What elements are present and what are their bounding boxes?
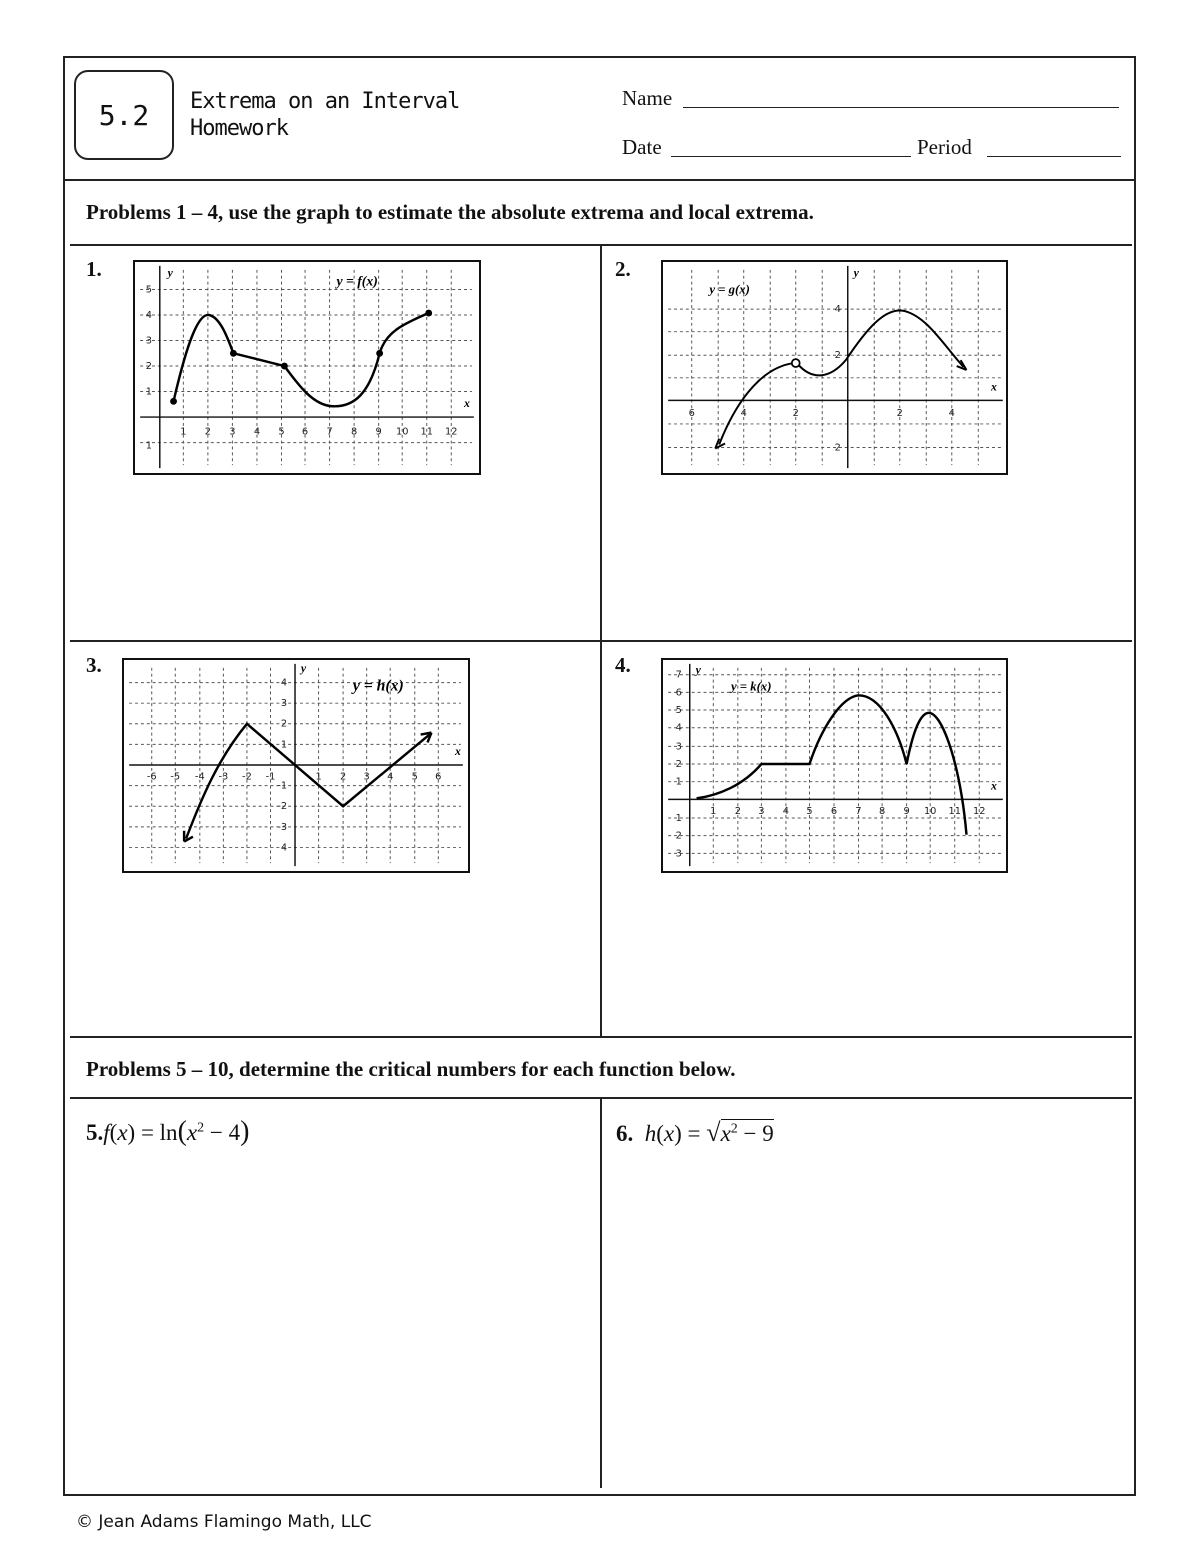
part2-center-divider <box>600 1097 602 1488</box>
graph-4-xtick: 4 <box>782 806 790 818</box>
graph-1-xtick: 10 <box>395 426 409 438</box>
problem-1-graph <box>133 260 481 475</box>
header-divider <box>65 179 1136 181</box>
graph-1-ytick: 4 <box>145 309 152 321</box>
graph-3-xtick: -6 <box>146 771 157 783</box>
graph-4-xtick: 2 <box>734 806 741 818</box>
graph-2-xtick: 4 <box>948 408 955 420</box>
lesson-title <box>190 88 459 142</box>
part1-middle-divider <box>70 640 1132 642</box>
graph-1-ytick: 1 <box>145 386 152 398</box>
graph-2-y-axis-label: y <box>853 266 859 280</box>
section-number-box <box>74 70 174 160</box>
graph-1-xtick: 6 <box>301 426 309 438</box>
problem-5-exponent: 2 <box>197 1120 205 1136</box>
graph-4-x-axis-label: x <box>991 779 997 793</box>
graph-3-xtick: 6 <box>435 771 442 783</box>
graph-4-xtick: 8 <box>878 806 886 818</box>
problem-4-graph <box>661 658 1008 873</box>
period-label: Period <box>917 135 972 159</box>
graph-2-x-axis-label: x <box>991 380 997 394</box>
graph-1-xtick: 2 <box>204 426 211 438</box>
graph-3-svg <box>124 660 468 871</box>
problem-1-number: 1. <box>86 257 102 281</box>
problem-6-number: 6. <box>616 1121 634 1146</box>
graph-4-ytick: 3 <box>675 741 682 753</box>
graph-3-xtick: -4 <box>194 771 205 783</box>
graph-4-xtick: 10 <box>923 806 937 818</box>
problem-2-number: 2. <box>615 257 631 281</box>
part2-instruction: Problems 5 – 10, determine the critical numbers for each function below. <box>86 1057 736 1081</box>
graph-2-ytick: 2 <box>834 442 841 454</box>
copyright-footer: © Jean Adams Flamingo Math, LLC <box>76 1512 372 1532</box>
problem-5-number: 5. <box>86 1120 104 1145</box>
part1-bottom-divider <box>70 1036 1132 1038</box>
graph-4-xtick: 11 <box>948 806 961 818</box>
problem-6-exponent: 2 <box>730 1121 738 1137</box>
graph-2-xtick: 2 <box>792 408 799 420</box>
section-number: 5.2 <box>98 98 150 132</box>
name-field[interactable] <box>683 107 1119 108</box>
graph-4-xtick: 9 <box>903 806 910 818</box>
problem-2-graph <box>661 260 1008 475</box>
graph-1-ytick: 5 <box>145 284 152 296</box>
problem-6-inner-variable: x <box>720 1121 731 1146</box>
graph-2-xtick: 2 <box>896 408 903 420</box>
problem-6-function-name: h <box>644 1121 657 1146</box>
graph-1-xtick: 3 <box>229 426 236 438</box>
graph-3-ytick: 4 <box>280 842 288 854</box>
problem-5-expression: $5.f(x) = \ln(x^2 - 4)$ <box>86 1116 250 1147</box>
part1-instruction: Problems 1 – 4, use the graph to estimate the absolute extrema and local extrema. <box>86 200 814 224</box>
graph-3-ytick: -3 <box>277 821 288 833</box>
graph-3-xtick: 2 <box>339 771 347 783</box>
graph-1-function-label: y = f(x) <box>336 273 378 289</box>
graph-3-xtick: 1 <box>315 771 322 783</box>
graph-2-xtick: 6 <box>688 408 695 420</box>
graph-3-xtick: -3 <box>218 771 229 783</box>
graph-4-ytick: 2 <box>675 830 682 842</box>
problem-3-graph <box>122 658 470 873</box>
graph-3-xtick: -1 <box>265 771 276 783</box>
graph-1-xtick: 11 <box>420 426 433 438</box>
graph-1-ytick: 1 <box>145 440 152 452</box>
graph-1-xtick: 8 <box>350 426 358 438</box>
graph-4-xtick: 5 <box>806 806 813 818</box>
problem-5-log: ln <box>159 1120 178 1145</box>
problem-6-variable: x <box>663 1121 675 1146</box>
graph-1-x-axis-label: x <box>464 397 470 411</box>
problem-3-number: 3. <box>86 653 102 677</box>
graph-3-ytick: 3 <box>280 698 288 710</box>
problem-6-constant: − 9 <box>737 1121 774 1146</box>
graph-1-xtick: 12 <box>445 426 458 438</box>
graph-1-xtick: 4 <box>253 426 261 438</box>
date-label: Date <box>622 135 662 159</box>
worksheet-page <box>63 56 1136 1496</box>
graph-3-ytick: -1 <box>277 780 288 792</box>
problem-6-expression: 6. $h(x) = √x^2 - 9$ <box>616 1118 774 1147</box>
graph-4-ytick: 7 <box>675 669 682 681</box>
graph-4-svg <box>663 660 1006 871</box>
date-field[interactable] <box>671 156 911 157</box>
graph-3-xtick: 3 <box>363 771 370 783</box>
problem-5-variable: x <box>117 1120 128 1145</box>
name-label: Name <box>622 86 673 110</box>
graph-4-xtick: 7 <box>855 806 862 818</box>
graph-4-xtick: 1 <box>710 806 717 818</box>
problem-5-constant: − 4 <box>204 1120 241 1145</box>
graph-4-ytick: 2 <box>675 758 682 770</box>
graph-3-x-axis-label: x <box>454 745 461 759</box>
graph-3-ytick: 1 <box>280 739 288 751</box>
graph-4-function-label: y = k(x) <box>730 679 772 694</box>
graph-3-xtick: 5 <box>411 771 418 783</box>
graph-4-xtick: 12 <box>973 806 986 818</box>
graph-3-y-axis-label: y <box>300 661 307 675</box>
graph-4-ytick: 1 <box>675 776 682 788</box>
graph-1-xtick: 5 <box>278 426 285 438</box>
problem-5-inner-variable: x <box>186 1120 198 1145</box>
graph-2-ytick: 4 <box>834 304 841 316</box>
graph-4-xtick: 3 <box>758 806 765 818</box>
graph-3-xtick: -5 <box>170 771 181 783</box>
problem-4-number: 4. <box>615 653 631 677</box>
graph-1-xtick: 7 <box>326 426 333 438</box>
graph-1-svg <box>135 262 479 473</box>
graph-3-function-label: y = h(x) <box>352 677 404 695</box>
graph-2-ytick: 2 <box>834 350 841 362</box>
period-field[interactable] <box>987 156 1121 157</box>
graph-4-ytick: 1 <box>675 812 682 824</box>
graph-1-ytick: 2 <box>145 360 152 372</box>
graph-3-ytick: -2 <box>277 801 288 813</box>
graph-1-xtick: 1 <box>180 426 187 438</box>
lesson-title-line1: Extrema on an Interval <box>190 89 460 114</box>
graph-2-function-label: y = g(x) <box>709 282 750 297</box>
graph-4-xtick: 6 <box>830 806 838 818</box>
graph-2-svg <box>663 262 1006 473</box>
graph-3-ytick: 2 <box>280 718 288 730</box>
graph-3-xtick: -2 <box>242 771 252 783</box>
graph-1-xtick: 9 <box>375 426 382 438</box>
graph-1-ytick: 3 <box>145 335 152 347</box>
graph-4-ytick: 6 <box>675 687 682 699</box>
graph-3-ytick: 4 <box>280 677 288 689</box>
problem-5-function-name: f <box>103 1120 110 1145</box>
graph-4-ytick: 4 <box>675 722 682 734</box>
radical-sign: √ <box>706 1118 721 1147</box>
graph-3-xtick: 4 <box>387 771 394 783</box>
graph-4-ytick: 3 <box>675 848 682 860</box>
graph-2-xtick: 4 <box>740 408 747 420</box>
graph-1-y-axis-label: y <box>167 266 173 280</box>
graph-4-ytick: 5 <box>675 704 682 716</box>
graph-4-y-axis-label: y <box>695 663 701 677</box>
lesson-title-line2: Homework <box>190 116 288 141</box>
